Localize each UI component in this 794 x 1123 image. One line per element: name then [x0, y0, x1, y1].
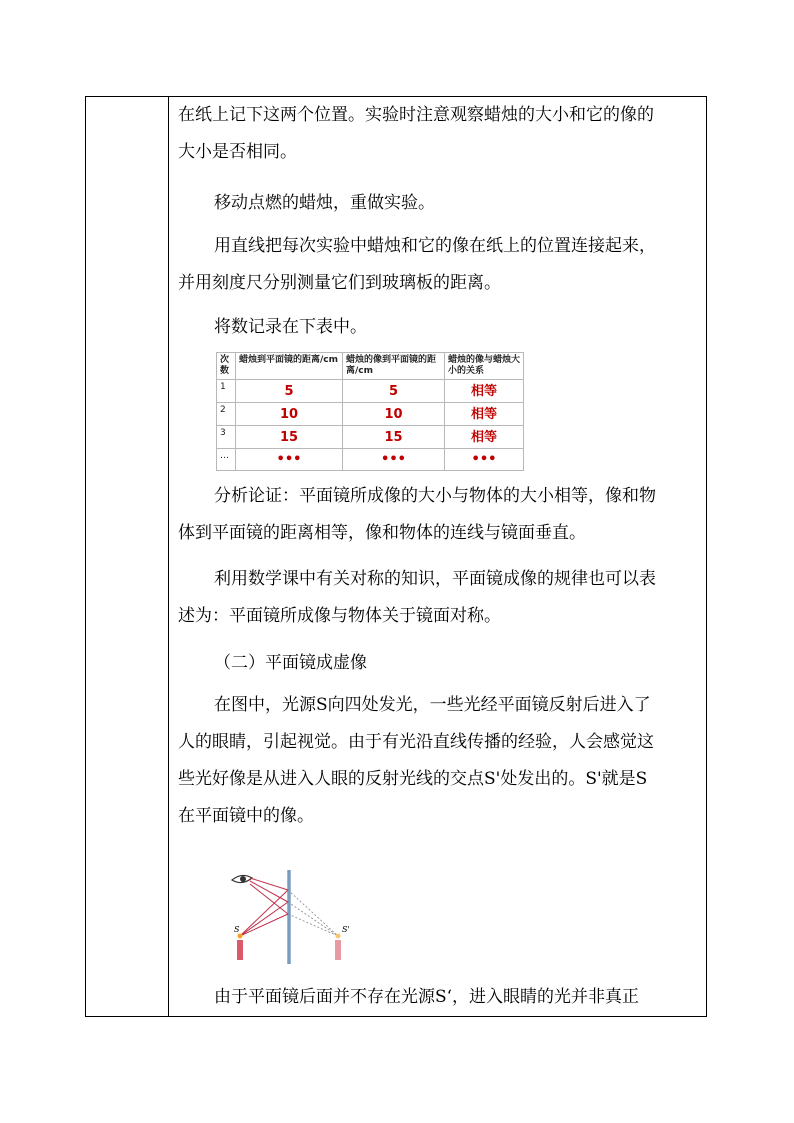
header-cell: 蜡烛的像与蜡烛大小的关系	[445, 353, 524, 380]
row-number: 3	[217, 426, 236, 449]
section-title: （二）平面镜成虚像	[214, 653, 367, 673]
paragraph-4: 将数记录在下表中。	[214, 317, 367, 337]
header-cell: 次数	[217, 353, 236, 380]
data-record-table	[216, 352, 524, 471]
virtual-ray	[288, 902, 338, 936]
table-row	[217, 403, 524, 426]
label-source: S	[234, 925, 240, 934]
flame-image-icon	[336, 934, 341, 939]
text-line: 些光好像是从进入人眼的反射光线的交点S'处发出的。S'就是S	[178, 769, 648, 789]
size-relation: •••	[445, 449, 524, 471]
text-line: 由于平面镜后面并不存在光源S‘，进入眼睛的光并非真正	[214, 987, 640, 1007]
column-divider	[168, 96, 169, 1017]
virtual-ray	[288, 914, 338, 936]
size-relation: 相等	[445, 426, 524, 449]
candle-image	[335, 940, 341, 960]
paragraph-virtual-image	[178, 687, 654, 835]
text-line: 在纸上记下这两个位置。实验时注意观察蜡烛的大小和它的像的	[178, 105, 654, 125]
mirror-reflection-figure	[228, 868, 368, 968]
virtual-ray	[288, 890, 338, 936]
image-distance: 10	[343, 403, 445, 426]
image-distance: •••	[343, 449, 445, 471]
flame-icon	[238, 934, 243, 939]
candle-distance: 5	[236, 380, 343, 403]
paragraph-1	[178, 97, 654, 171]
paragraph-3	[178, 228, 656, 302]
incident-ray	[240, 914, 288, 936]
paragraph-symmetry	[178, 561, 656, 635]
size-relation: 相等	[445, 403, 524, 426]
image-distance: 5	[343, 380, 445, 403]
size-relation: 相等	[445, 380, 524, 403]
table-row	[217, 380, 524, 403]
text-line: 大小是否相同。	[178, 142, 297, 162]
row-number: 2	[217, 403, 236, 426]
paragraph-2: 移动点燃的蜡烛，重做实验。	[214, 193, 435, 213]
incident-ray	[240, 890, 288, 936]
table-header-row	[217, 353, 524, 380]
text-line: 并用刻度尺分别测量它们到玻璃板的距离。	[178, 273, 501, 293]
header-cell: 蜡烛的像到平面镜的距离/cm	[343, 353, 445, 380]
eye-pupil	[240, 876, 246, 882]
table-row	[217, 449, 524, 471]
row-number: 1	[217, 380, 236, 403]
incident-ray	[240, 902, 288, 936]
text-line: 体到平面镜的距离相等，像和物体的连线与镜面垂直。	[178, 523, 586, 543]
text-line: 分析论证：平面镜所成像的大小与物体的大小相等，像和物	[214, 486, 656, 506]
candle-source	[237, 940, 243, 960]
paragraph-final	[178, 979, 639, 1016]
image-distance: 15	[343, 426, 445, 449]
row-number: …	[217, 449, 236, 471]
text-line: 在平面镜中的像。	[178, 806, 314, 826]
header-cell: 蜡烛到平面镜的距离/cm	[236, 353, 343, 380]
text-line: 利用数学课中有关对称的知识，平面镜成像的规律也可以表	[214, 569, 656, 589]
label-image: S'	[342, 925, 350, 934]
paragraph-analysis	[178, 478, 656, 552]
text-line: 述为：平面镜所成像与物体关于镜面对称。	[178, 606, 501, 626]
candle-distance: 10	[236, 403, 343, 426]
text-line: 人的眼睛，引起视觉。由于有光沿直线传播的经验，人会感觉这	[178, 732, 654, 752]
candle-distance: •••	[236, 449, 343, 471]
candle-distance: 15	[236, 426, 343, 449]
table-row	[217, 426, 524, 449]
text-line: 用直线把每次实验中蜡烛和它的像在纸上的位置连接起来，	[214, 236, 656, 256]
text-line: 在图中，光源S向四处发光，一些光经平面镜反射后进入了	[214, 695, 651, 715]
